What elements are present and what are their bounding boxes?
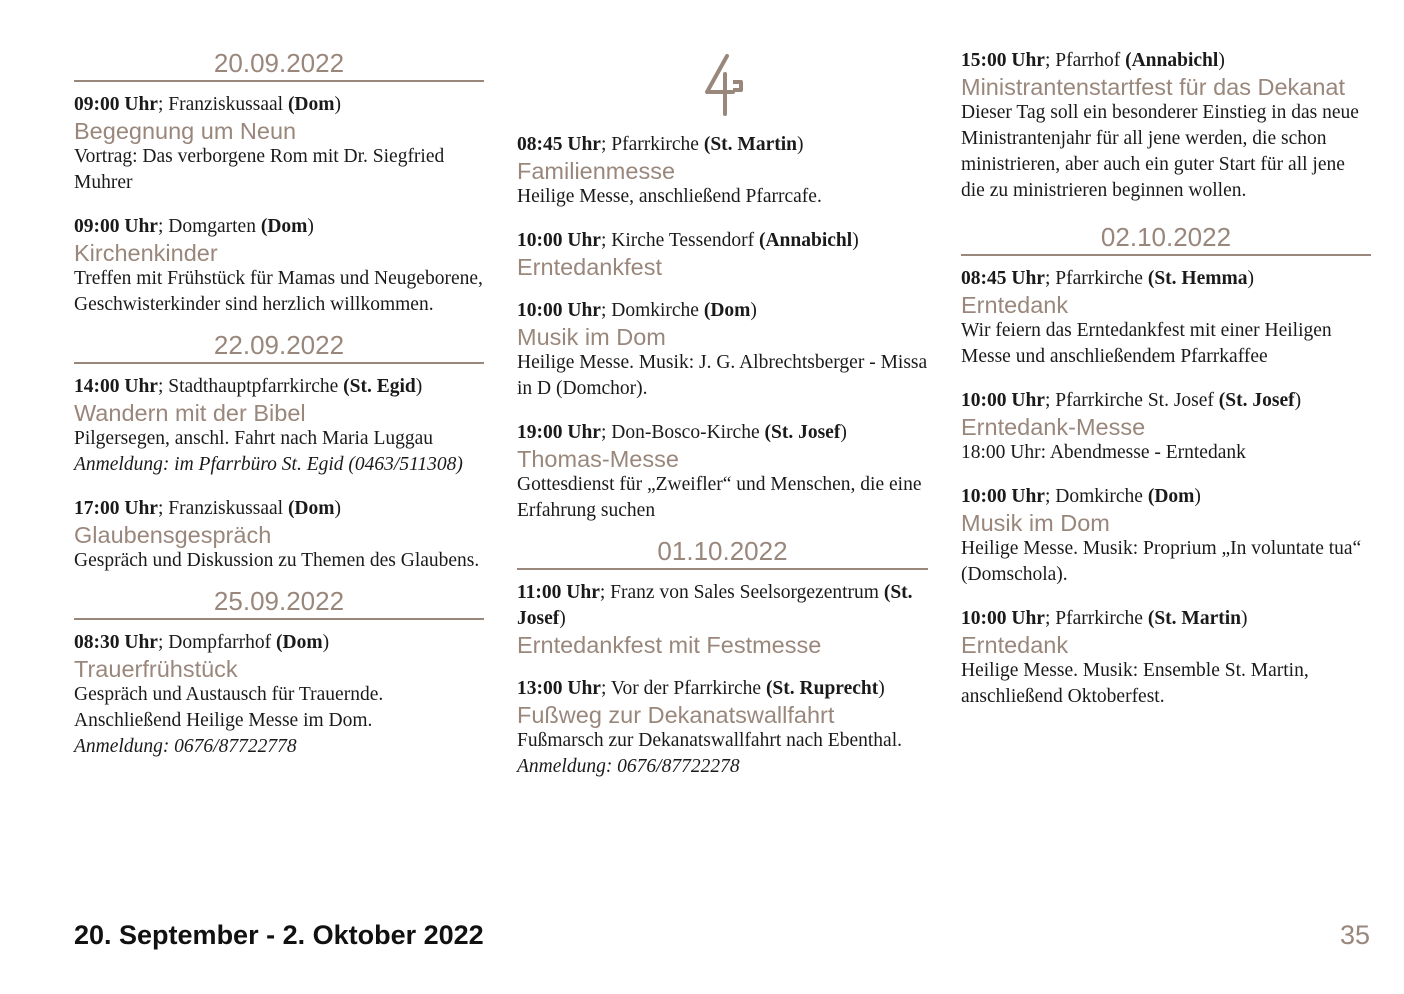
event-place: ; Pfarrkirche: [600, 134, 704, 155]
event-meta: [961, 48, 1371, 74]
event-description: Wir feiern das Erntedankfest mit einer Heiligen Messe und anschließendem Pfarrkaffee: [961, 320, 1332, 367]
event-time: 08:30 Uhr: [74, 632, 158, 653]
event-place: ; Don-Bosco-Kirche: [600, 422, 765, 443]
event-parish: (Dom: [1147, 486, 1195, 507]
paren-close: ): [1294, 390, 1302, 411]
event-place: ; Franziskussaal: [157, 94, 288, 115]
event-place: ; Domkirche: [600, 300, 704, 321]
event: [961, 484, 1371, 588]
event-place: ; Dompfarrhof: [157, 632, 277, 653]
paren-close: ): [307, 216, 314, 237]
event: [961, 388, 1371, 466]
event-place: ; Franziskussaal: [157, 498, 288, 519]
event-parish: (St. Hemma: [1147, 268, 1248, 289]
event-place: ; Franz von Sales Seelsorgezentrum: [599, 582, 884, 603]
event-title: Musik im Dom: [961, 510, 1110, 536]
date-heading: 01.10.2022: [517, 536, 928, 570]
event: [961, 266, 1371, 370]
event-title: Erntedankfest mit Festmesse: [517, 632, 822, 658]
event-place: ; Pfarrkirche St. Josef: [1044, 390, 1219, 411]
event-description: Heilige Messe, anschließend Pfarrcafe.: [517, 186, 822, 207]
event-description: Heilige Messe. Musik: J. G. Albrechtsberger - Missa in D (Domchor).: [517, 352, 928, 399]
column-1: [74, 48, 484, 778]
event-place: ; Pfarrkirche: [1044, 268, 1148, 289]
event-parish: (St. Josef: [764, 422, 841, 443]
event-parish: (St. Egid: [343, 376, 416, 397]
date-heading: 25.09.2022: [74, 586, 484, 620]
event-time: 08:45 Uhr: [517, 134, 601, 155]
event-title: Musik im Dom: [517, 324, 666, 350]
event-title: Erntedank: [961, 632, 1069, 658]
event-time: 17:00 Uhr: [74, 498, 158, 519]
event: [517, 580, 928, 658]
event-description: Treffen mit Frühstück für Mamas und Neugeborene, Geschwisterkinder sind herzlich willkommen.: [74, 268, 483, 315]
event: [74, 630, 484, 760]
event-meta: [961, 266, 1371, 292]
event-place: ; Pfarrkirche: [1044, 608, 1148, 629]
page-number: 35: [1339, 920, 1370, 950]
event-meta: [517, 580, 928, 632]
event-meta: [74, 630, 484, 656]
event-parish: (St. Martin: [1147, 608, 1241, 629]
footer-date-range: 20. September - 2. Oktober 2022: [74, 920, 484, 950]
event-description: Pilgersegen, anschl. Fahrt nach Maria Luggau: [74, 428, 434, 449]
event-parish: (Dom: [287, 94, 335, 115]
event: [517, 676, 928, 780]
paren-close: ): [334, 498, 342, 519]
event-place: ; Stadthauptpfarrkirche: [157, 376, 344, 397]
event: [517, 228, 928, 280]
paren-close: ): [322, 632, 330, 653]
event-time: 14:00 Uhr: [74, 376, 158, 397]
date-heading: 20.09.2022: [74, 48, 484, 82]
cross-four-logo-icon: [693, 52, 753, 122]
column-2: [517, 52, 928, 798]
event-time: 10:00 Uhr: [517, 230, 601, 251]
event-title: Trauerfrühstück: [74, 656, 238, 682]
event-title: Erntedank-Messe: [961, 414, 1146, 440]
event-description: Fußmarsch zur Dekanatswallfahrt nach Ebenthal.: [517, 730, 902, 751]
event-time: 09:00 Uhr: [74, 216, 158, 237]
event-title: Kirchenkinder: [74, 240, 218, 266]
event: [961, 606, 1371, 710]
event: [961, 48, 1371, 204]
event-meta: [517, 420, 928, 446]
event-registration-note: Anmeldung: 0676/87722278: [517, 756, 740, 777]
event-description: Dieser Tag soll ein besonderer Einstieg in das neue Ministrantenjahr für all jene werden, die schon ministrieren, aber auch ein guter Start für all jene die zu ministrieren beginnen wollen.: [961, 102, 1359, 201]
event-time: 10:00 Uhr: [961, 486, 1045, 507]
event: [74, 374, 484, 478]
event-meta: [961, 484, 1371, 510]
paren-close: ): [852, 230, 859, 251]
event-place: ; Pfarrhof: [1044, 50, 1126, 71]
paren-close: ): [1247, 268, 1254, 289]
event-meta: [74, 92, 484, 118]
event-description: Gespräch und Diskussion zu Themen des Glaubens.: [74, 550, 480, 571]
event-parish: (Annabichl: [1125, 50, 1219, 71]
event-time: 10:00 Uhr: [517, 300, 601, 321]
event-meta: [517, 228, 928, 254]
event-title: Fußweg zur Dekanatswallfahrt: [517, 702, 835, 728]
paren-close: ): [840, 422, 847, 443]
event-meta: [517, 132, 928, 158]
paren-close: ): [1240, 608, 1248, 629]
event-description: Vortrag: Das verborgene Rom mit Dr. Siegfried Muhrer: [74, 146, 445, 193]
event-description: Gottesdienst für „Zweifler“ und Menschen, die eine Erfahrung suchen: [517, 474, 922, 521]
event-place: ; Domkirche: [1044, 486, 1148, 507]
event-place: ; Vor der Pfarrkirche: [600, 678, 766, 699]
event-meta: [74, 496, 484, 522]
event: [74, 92, 484, 196]
event-time: 11:00 Uhr: [517, 582, 600, 603]
event-title: Familienmesse: [517, 158, 676, 184]
date-heading: 22.09.2022: [74, 330, 484, 364]
event-time: 19:00 Uhr: [517, 422, 601, 443]
event-meta: [961, 388, 1371, 414]
event-time: 13:00 Uhr: [517, 678, 601, 699]
event: [74, 214, 484, 318]
event: [517, 132, 928, 210]
event-meta: [517, 676, 928, 702]
event-description: Heilige Messe. Musik: Proprium „In voluntate tua“ (Domschola).: [961, 538, 1362, 585]
event-parish: (St. Martin: [703, 134, 797, 155]
event-time: 15:00 Uhr: [961, 50, 1045, 71]
event-parish: (Dom: [260, 216, 308, 237]
event-title: Thomas-Messe: [517, 446, 679, 472]
event-place: ; Kirche Tessendorf: [600, 230, 759, 251]
event-parish: (St. Ruprecht: [765, 678, 879, 699]
paren-close: ): [559, 608, 566, 629]
event-description: Heilige Messe. Musik: Ensemble St. Martin, anschließend Oktoberfest.: [961, 660, 1309, 707]
paren-close: ): [1218, 50, 1225, 71]
event-title: Erntedank: [961, 292, 1069, 318]
event-title: Erntedankfest: [517, 254, 663, 280]
event-description: Gespräch und Austausch für Trauernde. Anschließend Heilige Messe im Dom.: [74, 684, 384, 731]
date-heading: 02.10.2022: [961, 222, 1371, 256]
event-parish: (St. Josef: [517, 582, 913, 629]
paren-close: ): [1194, 486, 1201, 507]
event-meta: [517, 298, 928, 324]
event-title: Wandern mit der Bibel: [74, 400, 306, 426]
event-parish: (Annabichl: [758, 230, 853, 251]
event-parish: (Dom: [287, 498, 335, 519]
event-meta: [961, 606, 1371, 632]
event-meta: [74, 214, 484, 240]
event-parish: (St. Josef: [1218, 390, 1295, 411]
event-parish: (Dom: [276, 632, 323, 653]
event-parish: (Dom: [703, 300, 751, 321]
paren-close: ): [415, 376, 423, 397]
event-meta: [74, 374, 484, 400]
event-title: Ministrantenstartfest für das Dekanat: [961, 74, 1346, 100]
event: [517, 420, 928, 524]
event-time: 09:00 Uhr: [74, 94, 158, 115]
event-registration-note: Anmeldung: im Pfarrbüro St. Egid (0463/511308): [74, 454, 463, 475]
paren-close: ): [334, 94, 342, 115]
event-description: 18:00 Uhr: Abendmesse - Erntedank: [961, 442, 1246, 463]
paren-close: ): [750, 300, 757, 321]
event-title: Begegnung um Neun: [74, 118, 297, 144]
column-3: [961, 48, 1371, 728]
event-time: 08:45 Uhr: [961, 268, 1045, 289]
event-title: Glaubensgespräch: [74, 522, 272, 548]
event-registration-note: Anmeldung: 0676/87722778: [74, 736, 297, 757]
paren-close: ): [796, 134, 804, 155]
event-time: 10:00 Uhr: [961, 608, 1045, 629]
event: [74, 496, 484, 574]
event: [517, 298, 928, 402]
event-time: 10:00 Uhr: [961, 390, 1045, 411]
paren-close: ): [878, 678, 885, 699]
event-place: ; Domgarten: [157, 216, 261, 237]
